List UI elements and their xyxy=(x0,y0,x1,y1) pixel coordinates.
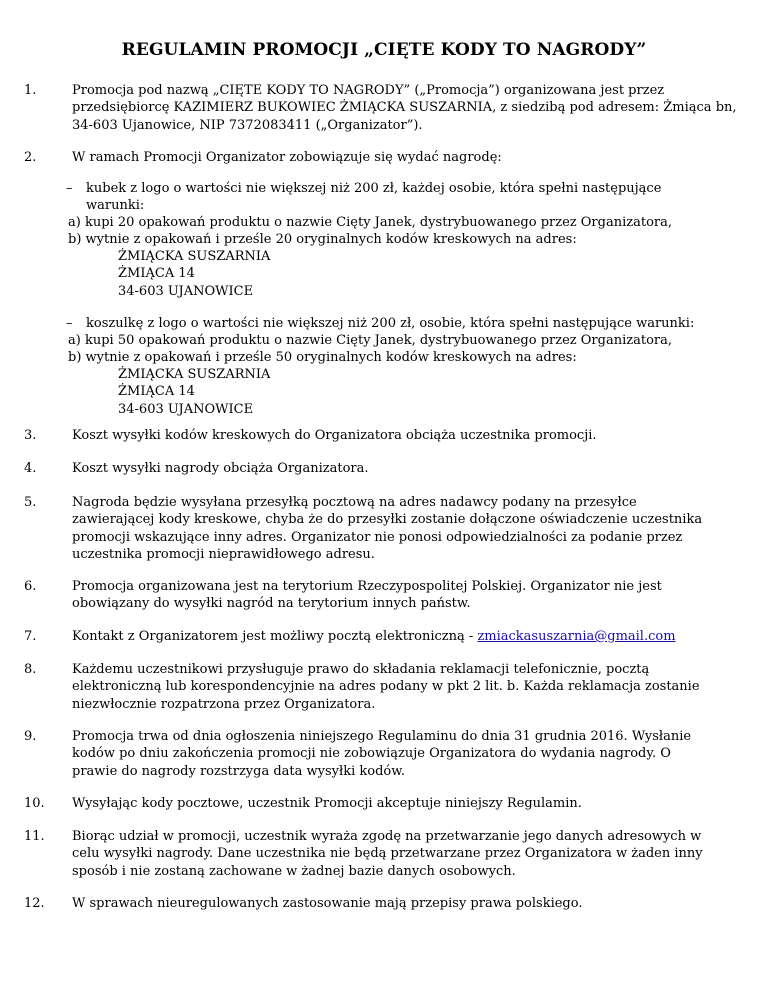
clause-6 xyxy=(24,578,724,613)
clause-text: Koszt wysyłki nagrody obciąża Organizatora. xyxy=(72,461,369,476)
clause-number: 1. xyxy=(24,83,37,98)
clause-2 xyxy=(24,149,724,166)
prize-tshirt-condition-b: b) wytnie z opakowań i prześle 50 oryginalnych kodów kreskowych na adres: xyxy=(68,350,577,365)
clause-number: 9. xyxy=(24,729,37,744)
prize-tshirt-condition-a: a) kupi 50 opakowań produktu o nazwie Cięty Janek, dystrybuowanego przez Organizatora, xyxy=(68,333,672,348)
clause-text: Biorąc udział w promocji, uczestnik wyraża zgodę na przetwarzanie jego danych adresowych w xyxy=(72,829,702,844)
clause-text: W ramach Promocji Organizator zobowiązuje się wydać nagrodę: xyxy=(72,150,502,165)
clause-number: 10. xyxy=(24,796,45,811)
clause-number: 11. xyxy=(24,829,45,844)
clause-number: 3. xyxy=(24,428,37,443)
page-title: REGULAMIN PROMOCJI „CIĘTE KODY TO NAGRODY” xyxy=(121,40,647,60)
clause-text: uczestnika promocji nieprawidłowego adresu. xyxy=(72,546,375,562)
clause-text: Nagroda będzie wysyłana przesyłką pocztową na adres nadawcy podany na przesyłce xyxy=(72,495,637,510)
clause-text: Promocja organizowana jest na terytorium Rzeczypospolitej Polskiej. Organizator nie jest xyxy=(72,579,662,594)
clause-text: Wysyłając kody pocztowe, uczestnik Promocji akceptuje niniejszy Regulamin. xyxy=(72,796,582,811)
prize-tshirt-address xyxy=(118,366,270,418)
clause-text: sposób i nie zostaną zachowane w żadnej bazie danych osobowych. xyxy=(72,863,516,879)
clause-text: przedsiębiorcę KAZIMIERZ BUKOWIEC ŻMIĄCKA SUSZARNIA, z siedzibą pod adresem: Żmiąca bn, xyxy=(72,100,737,116)
address-line: ŻMIĄCA 14 xyxy=(118,266,195,282)
clause-text: zawierającej kody kreskowe, chyba że do przesyłki zostanie dołączone oświadczenie uczestnika xyxy=(72,512,703,528)
dash-bullet: – xyxy=(66,316,73,331)
clause-text: Promocja trwa od dnia ogłoszenia niniejszego Regulaminu do dnia 31 grudnia 2016. Wysłanie xyxy=(72,729,692,744)
address-line: ŻMIĄCA 14 xyxy=(118,384,195,400)
prize-mug-address xyxy=(118,248,270,300)
clause-text: Każdemu uczestnikowi przysługuje prawo do składania reklamacji telefonicznie, pocztą xyxy=(72,662,650,677)
email-link[interactable]: zmiackasuszarnia@gmail.com xyxy=(477,629,676,644)
clause-text: celu wysyłki nagrody. Dane uczestnika nie będą przetwarzane przez Organizatora w żaden inny xyxy=(72,846,703,862)
clause-text: promocji wskazujące inny adres. Organizator nie ponosi odpowiedzialności za podanie przez xyxy=(72,529,683,545)
clause-3 xyxy=(24,427,724,444)
clause-4 xyxy=(24,460,724,477)
prize-text: kubek z logo o wartości nie większej niż 200 zł, każdej osobie, która spełni następujące xyxy=(86,181,662,196)
clause-5 xyxy=(24,494,724,563)
clause-number: 12. xyxy=(24,896,45,911)
clause-text: kodów po dniu zakończenia promocji nie zobowiązuje Organizatora do wydania nagrody. O xyxy=(72,746,671,762)
prize-tshirt xyxy=(66,315,694,332)
clause-text: W sprawach nieuregulowanych zastosowanie mają przepisy prawa polskiego. xyxy=(72,896,583,911)
address-line: 34-603 UJANOWICE xyxy=(118,283,254,299)
clause-text: Koszt wysyłki kodów kreskowych do Organizatora obciąża uczestnika promocji. xyxy=(72,428,597,443)
clause-number: 6. xyxy=(24,579,37,594)
clause-number: 7. xyxy=(24,629,37,644)
clause-1 xyxy=(24,82,737,134)
clause-8 xyxy=(24,661,724,713)
address-line: ŻMIĄCKA SUSZARNIA xyxy=(118,249,271,264)
clause-text: niezwłocznie rozpatrzona przez Organizatora. xyxy=(72,696,376,712)
clause-7 xyxy=(24,628,724,645)
dash-bullet: – xyxy=(66,181,73,196)
clause-number: 2. xyxy=(24,150,37,165)
prize-mug xyxy=(66,180,661,215)
clause-9 xyxy=(24,728,724,780)
clause-number: 4. xyxy=(24,461,37,476)
clause-text: 34-603 Ujanowice, NIP 7372083411 („Organizator”). xyxy=(72,117,423,133)
prize-mug-condition-b: b) wytnie z opakowań i prześle 20 oryginalnych kodów kreskowych na adres: xyxy=(68,232,577,247)
prize-text: warunki: xyxy=(86,198,145,214)
clause-text: obowiązany do wysyłki nagród na terytorium innych państw. xyxy=(72,596,471,612)
address-line: 34-603 UJANOWICE xyxy=(118,401,254,417)
prize-text: koszulkę z logo o wartości nie większej niż 200 zł, osobie, która spełni następujące warunki: xyxy=(86,316,695,331)
clause-text: elektroniczną lub korespondencyjnie na adres podany w pkt 2 lit. b. Każda reklamacja zostanie xyxy=(72,679,700,695)
contact-text: Kontakt z Organizatorem jest możliwy pocztą elektroniczną - xyxy=(72,629,478,644)
clause-text xyxy=(24,628,724,645)
clause-text: prawie do nagrody rozstrzyga data wysyłki kodów. xyxy=(72,763,405,779)
address-line: ŻMIĄCKA SUSZARNIA xyxy=(118,367,271,382)
clause-12 xyxy=(24,895,724,912)
clause-10 xyxy=(24,795,724,812)
clause-11 xyxy=(24,828,724,880)
clause-number: 5. xyxy=(24,495,37,510)
prize-mug-condition-a: a) kupi 20 opakowań produktu o nazwie Cięty Janek, dystrybuowanego przez Organizatora, xyxy=(68,215,672,230)
clause-number: 8. xyxy=(24,662,37,677)
clause-text: Promocja pod nazwą „CIĘTE KODY TO NAGRODY” („Promocja”) organizowana jest przez xyxy=(72,83,665,98)
